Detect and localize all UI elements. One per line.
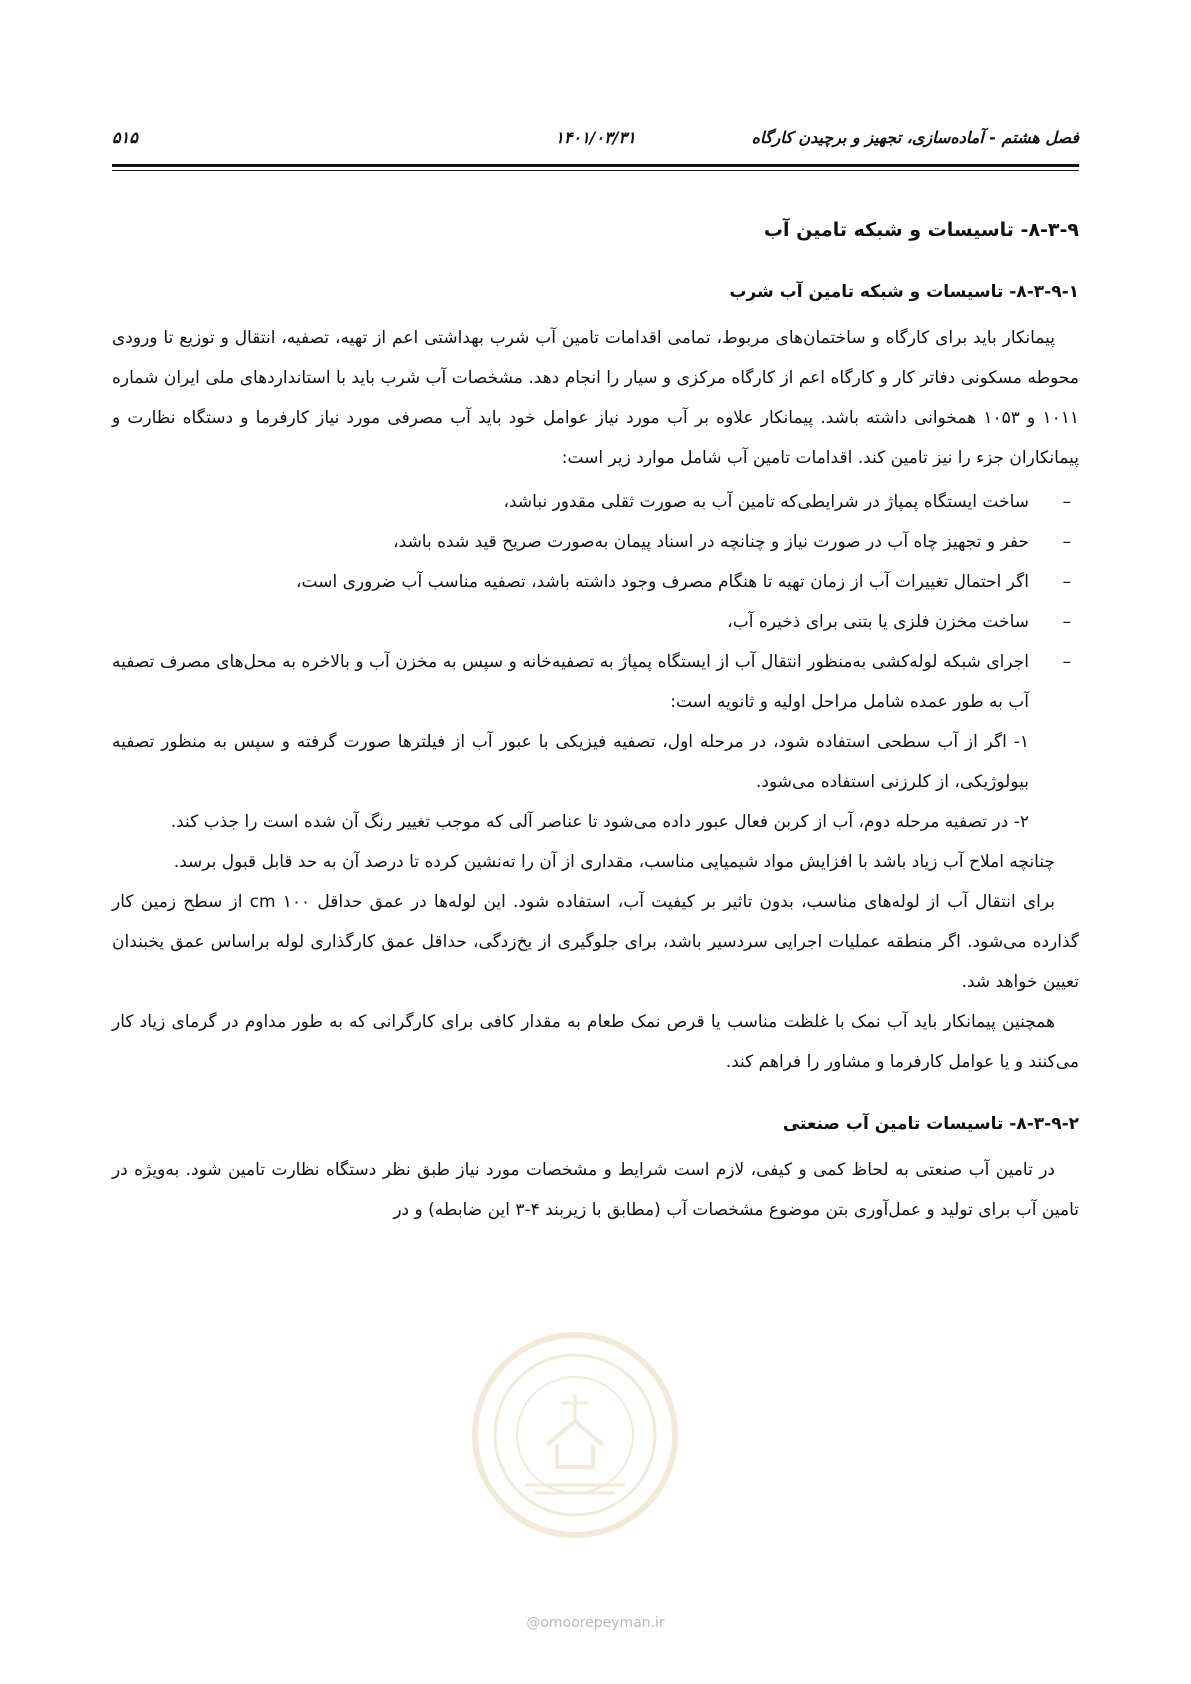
list-item: – اجرای شبکه لوله‌کشی به‌منظور انتقال آب از ایستگاه پمپاژ به تصفیه‌خانه و سپس به مخزن آب و بالاخره به محل‌های مصرف تصفیه آب به طور عمده شامل مراحل اولیه و ثانویه است:: [112, 642, 1029, 722]
watermark-url: @omoorepeyman.ir: [526, 1615, 665, 1631]
list-item: – حفر و تجهیز چاه آب در صورت نیاز و چنانچه در اسناد پیمان به‌صورت صریح قید شده باشد،: [112, 522, 1029, 562]
list-item: – ساخت ایستگاه پمپاژ در شرایطی‌که تامین آب به صورت ثقلی مقدور نباشد،: [112, 482, 1029, 522]
list-item: – اگر احتمال تغییرات آب از زمان تهیه تا هنگام مصرف وجود داشته باشد، تصفیه مناسب آب ضروری است،: [112, 562, 1029, 602]
header-rule-thin: [112, 170, 1079, 171]
watermark-seal-icon: [465, 1325, 685, 1545]
intro-paragraph: پیمانکار باید برای کارگاه و ساختمان‌های مربوط، تمامی اقدامات تامین آب شرب بهداشتی اعم از تهیه، تصفیه، انتقال و توزیع تا ورودی محوطه مسکونی دفاتر کار و کارگاه اعم از کارگاه مرکزی و سیار را انجام دهد. مشخصات آب شرب باید با استانداردهای ملی ایران شماره ۱۰۱۱ و ۱۰۵۳ همخوانی داشته باشد. پیمانکار علاوه بر آب مورد نیاز عوامل خود باید آب مصرفی مورد نیاز کارفرما و دستگاه نظارت و پیمانکاران جزء را نیز تامین کند. اقدامات تامین آب شامل موارد زیر است:: [112, 328, 1079, 468]
treatment-step-2: ۲- در تصفیه مرحله دوم، آب از کربن فعال عبور داده می‌شود تا عناصر آلی که موجب تغییر رنگ آن شده است را جذب کند.: [170, 812, 1029, 832]
treatment-step-1: ۱- اگر از آب سطحی استفاده شود، در مرحله اول، تصفیه فیزیکی با عبور آب از فیلترها صورت گرفته و سپس به منظور تصفیه بیولوژیکی، از کلرزنی استفاده می‌شود.: [112, 732, 1029, 792]
header-date: ۱۴۰۱/۰۳/۳۱: [555, 128, 636, 147]
salt-tablets-paragraph: همچنین پیمانکار باید آب نمک با غلظت مناسب یا قرص نمک طعام به مقدار کافی برای کارگرانی که به طور مداوم در گرمای زیاد کار می‌کنند و یا عوامل کارفرما و مشاور را فراهم کند.: [112, 1012, 1079, 1072]
subsection-heading-drinking-water: ۸-۳-۹-۱- تاسیسات و شبکه تامین آب شرب: [729, 282, 1079, 302]
industrial-water-paragraph: در تامین آب صنعتی به لحاظ کمی و کیفی، لازم است شرایط و مشخصات مورد نیاز طبق نظر دستگاه نظارت تامین شود. به‌ویژه در تامین آب برای تولید و عمل‌آوری بتن موضوع مشخصات آب (مطابق با زیربند ۴-۳ این ضابطه) و در: [112, 1160, 1079, 1220]
page-header: [112, 128, 1079, 154]
section-heading: ۸-۳-۹- تاسیسات و شبکه تامین آب: [763, 219, 1079, 241]
chapter-title: فصل هشتم - آماده‌سازی، تجهیز و برچیدن کارگاه: [751, 128, 1079, 147]
salts-paragraph: چنانچه املاح آب زیاد باشد با افزایش مواد شیمیایی مناسب، مقداری از آن را ته‌نشین کرده تا درصد آن به حد قابل قبول برسد.: [173, 852, 1055, 872]
subsection-heading-industrial-water: ۸-۳-۹-۲- تاسیسات تامین آب صنعتی: [782, 1114, 1079, 1134]
page-number: ۵۱۵: [112, 128, 138, 147]
pipes-paragraph: برای انتقال آب از لوله‌های مناسب، بدون تاثیر بر کیفیت آب، استفاده شود. این لوله‌ها در عمق حداقل ۱۰۰ cm از سطح زمین کار گذارده می‌شود. اگر منطقه عملیات اجرایی سردسیر باشد، برای جلوگیری از یخ‌زدگی، حداقل عمق کارگذاری لوله براساس عمق یخبندان تعیین خواهد شد.: [112, 892, 1079, 992]
header-rule-thick: [112, 164, 1079, 167]
body-content: [112, 210, 1079, 1230]
measures-list: [112, 482, 1079, 722]
list-item: – ساخت مخزن فلزی یا بتنی برای ذخیره آب،: [112, 602, 1029, 642]
